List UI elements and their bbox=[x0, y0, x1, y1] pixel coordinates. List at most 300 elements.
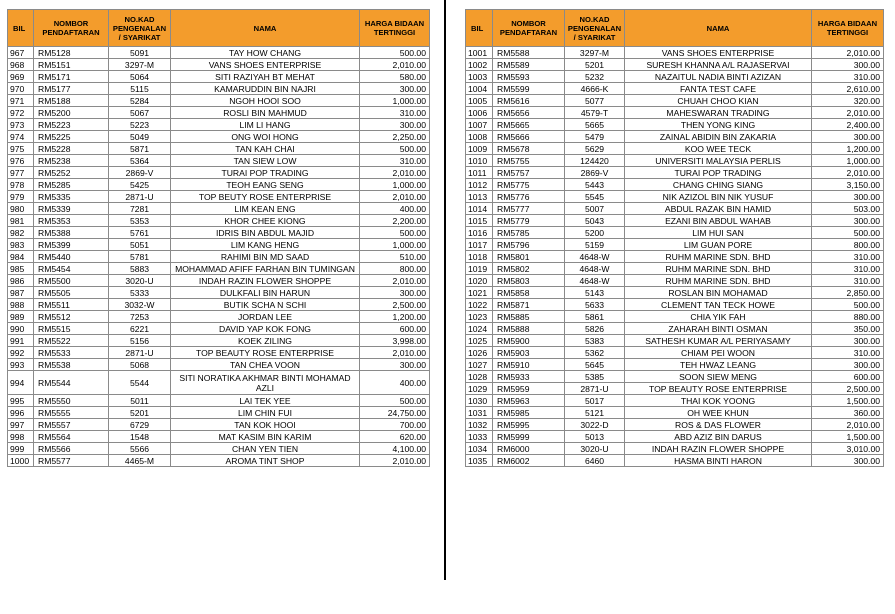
cell-bil: 1033 bbox=[466, 431, 493, 443]
cell-registration: RM5616 bbox=[493, 95, 565, 107]
cell-price: 310.00 bbox=[812, 251, 884, 263]
cell-bil: 1026 bbox=[466, 347, 493, 359]
cell-name: MAT KASIM BIN KARIM bbox=[171, 431, 360, 443]
cell-price: 500.00 bbox=[812, 299, 884, 311]
table-row bbox=[466, 203, 884, 215]
cell-registration: RM5665 bbox=[493, 119, 565, 131]
cell-bil: 1023 bbox=[466, 311, 493, 323]
cell-ic-number: 6729 bbox=[109, 419, 171, 431]
cell-registration: RM5666 bbox=[493, 131, 565, 143]
cell-registration: RM5678 bbox=[493, 143, 565, 155]
cell-name: BUTIK SCHA N SCHI bbox=[171, 299, 360, 311]
cell-registration: RM5225 bbox=[34, 131, 109, 143]
cell-registration: RM5228 bbox=[34, 143, 109, 155]
cell-ic-number: 5115 bbox=[109, 83, 171, 95]
cell-price: 2,400.00 bbox=[812, 119, 884, 131]
cell-ic-number: 5091 bbox=[109, 47, 171, 59]
cell-ic-number: 3297-M bbox=[109, 59, 171, 71]
cell-name: SATHESH KUMAR A/L PERIYASAMY bbox=[625, 335, 812, 347]
cell-ic-number: 5064 bbox=[109, 71, 171, 83]
table-row bbox=[466, 119, 884, 131]
cell-bil: 1006 bbox=[466, 107, 493, 119]
table-row bbox=[466, 251, 884, 263]
auction-table-right bbox=[465, 9, 884, 467]
table-row bbox=[8, 119, 430, 131]
cell-name: UNIVERSITI MALAYSIA PERLIS bbox=[625, 155, 812, 167]
table-row bbox=[466, 143, 884, 155]
cell-registration: RM5353 bbox=[34, 215, 109, 227]
table-row bbox=[8, 239, 430, 251]
cell-ic-number: 5443 bbox=[565, 179, 625, 191]
cell-bil: 995 bbox=[8, 395, 34, 407]
cell-bil: 992 bbox=[8, 347, 34, 359]
cell-bil: 1018 bbox=[466, 251, 493, 263]
table-row bbox=[8, 287, 430, 299]
cell-registration: RM5933 bbox=[493, 371, 565, 383]
cell-bil: 1025 bbox=[466, 335, 493, 347]
cell-price: 1,500.00 bbox=[812, 431, 884, 443]
cell-ic-number: 5362 bbox=[565, 347, 625, 359]
cell-name: LIM CHIN FUI bbox=[171, 407, 360, 419]
cell-ic-number: 5077 bbox=[565, 95, 625, 107]
cell-ic-number: 7281 bbox=[109, 203, 171, 215]
cell-registration: RM5566 bbox=[34, 443, 109, 455]
table-row bbox=[466, 359, 884, 371]
cell-ic-number: 5223 bbox=[109, 119, 171, 131]
cell-name: LIM KANG HENG bbox=[171, 239, 360, 251]
cell-price: 310.00 bbox=[812, 263, 884, 275]
cell-price: 310.00 bbox=[812, 275, 884, 287]
table-row bbox=[8, 179, 430, 191]
cell-registration: RM5440 bbox=[34, 251, 109, 263]
cell-bil: 1007 bbox=[466, 119, 493, 131]
cell-price: 300.00 bbox=[812, 455, 884, 467]
cell-name: IDRIS BIN ABDUL MAJID bbox=[171, 227, 360, 239]
cell-price: 1,000.00 bbox=[812, 155, 884, 167]
cell-bil: 1021 bbox=[466, 287, 493, 299]
cell-bil: 967 bbox=[8, 47, 34, 59]
cell-bil: 1004 bbox=[466, 83, 493, 95]
table-row bbox=[8, 215, 430, 227]
cell-price: 500.00 bbox=[812, 227, 884, 239]
cell-ic-number: 5545 bbox=[565, 191, 625, 203]
cell-bil: 1000 bbox=[8, 455, 34, 467]
cell-price: 2,010.00 bbox=[812, 167, 884, 179]
table-row bbox=[8, 395, 430, 407]
cell-ic-number: 5665 bbox=[565, 119, 625, 131]
cell-name: TEOH EANG SENG bbox=[171, 179, 360, 191]
cell-ic-number: 124420 bbox=[565, 155, 625, 167]
cell-registration: RM5858 bbox=[493, 287, 565, 299]
cell-registration: RM5985 bbox=[493, 407, 565, 419]
header-reg: NOMBOR PENDAFTARAN bbox=[493, 10, 565, 47]
cell-ic-number: 4648-W bbox=[565, 263, 625, 275]
table-body-right bbox=[466, 47, 884, 467]
table-row bbox=[466, 167, 884, 179]
cell-registration: RM5512 bbox=[34, 311, 109, 323]
cell-bil: 968 bbox=[8, 59, 34, 71]
cell-price: 310.00 bbox=[360, 155, 430, 167]
cell-bil: 984 bbox=[8, 251, 34, 263]
cell-ic-number: 4579-T bbox=[565, 107, 625, 119]
cell-price: 580.00 bbox=[360, 71, 430, 83]
cell-registration: RM5538 bbox=[34, 359, 109, 371]
cell-price: 300.00 bbox=[360, 119, 430, 131]
table-row bbox=[8, 107, 430, 119]
cell-name: MAHESWARAN TRADING bbox=[625, 107, 812, 119]
table-row bbox=[8, 419, 430, 431]
cell-bil: 1010 bbox=[466, 155, 493, 167]
cell-price: 500.00 bbox=[360, 47, 430, 59]
cell-registration: RM5779 bbox=[493, 215, 565, 227]
header-reg: NOMBOR PENDAFTARAN bbox=[34, 10, 109, 47]
cell-price: 300.00 bbox=[360, 287, 430, 299]
cell-price: 2,250.00 bbox=[360, 131, 430, 143]
table-row bbox=[8, 191, 430, 203]
cell-price: 2,200.00 bbox=[360, 215, 430, 227]
cell-price: 1,000.00 bbox=[360, 179, 430, 191]
cell-price: 500.00 bbox=[360, 227, 430, 239]
cell-ic-number: 5781 bbox=[109, 251, 171, 263]
cell-registration: RM5544 bbox=[34, 371, 109, 395]
cell-registration: RM5796 bbox=[493, 239, 565, 251]
table-row bbox=[466, 311, 884, 323]
cell-name: INDAH RAZIN FLOWER SHOPPE bbox=[171, 275, 360, 287]
cell-registration: RM5555 bbox=[34, 407, 109, 419]
cell-registration: RM5802 bbox=[493, 263, 565, 275]
cell-bil: 1034 bbox=[466, 443, 493, 455]
cell-bil: 969 bbox=[8, 71, 34, 83]
cell-name: VANS SHOES ENTERPRISE bbox=[171, 59, 360, 71]
cell-bil: 997 bbox=[8, 419, 34, 431]
cell-bil: 1031 bbox=[466, 407, 493, 419]
cell-name: TOP BEAUTY ROSE ENTERPRISE bbox=[171, 347, 360, 359]
cell-name: TAN CHEA VOON bbox=[171, 359, 360, 371]
cell-bil: 978 bbox=[8, 179, 34, 191]
cell-registration: RM5963 bbox=[493, 395, 565, 407]
header-bil: BIL bbox=[466, 10, 493, 47]
cell-ic-number: 5633 bbox=[565, 299, 625, 311]
table-row bbox=[8, 59, 430, 71]
cell-registration: RM5959 bbox=[493, 383, 565, 395]
cell-ic-number: 5200 bbox=[565, 227, 625, 239]
cell-ic-number: 4648-W bbox=[565, 275, 625, 287]
cell-name: NIK AZIZOL BIN NIK YUSUF bbox=[625, 191, 812, 203]
cell-ic-number: 5067 bbox=[109, 107, 171, 119]
cell-name: TOP BEAUTY ROSE ENTERPRISE bbox=[625, 383, 812, 395]
table-row bbox=[466, 107, 884, 119]
cell-ic-number: 5353 bbox=[109, 215, 171, 227]
cell-bil: 1020 bbox=[466, 275, 493, 287]
cell-ic-number: 3297-M bbox=[565, 47, 625, 59]
cell-ic-number: 5629 bbox=[565, 143, 625, 155]
cell-ic-number: 5232 bbox=[565, 71, 625, 83]
cell-bil: 989 bbox=[8, 311, 34, 323]
cell-ic-number: 2869-V bbox=[565, 167, 625, 179]
cell-name: TAY HOW CHANG bbox=[171, 47, 360, 59]
cell-ic-number: 3020-U bbox=[565, 443, 625, 455]
cell-price: 350.00 bbox=[812, 323, 884, 335]
cell-registration: RM5515 bbox=[34, 323, 109, 335]
cell-price: 1,000.00 bbox=[360, 239, 430, 251]
header-name: NAMA bbox=[625, 10, 812, 47]
table-row bbox=[8, 95, 430, 107]
cell-name: TOP BEUTY ROSE ENTERPRISE bbox=[171, 191, 360, 203]
cell-ic-number: 4648-W bbox=[565, 251, 625, 263]
cell-price: 2,010.00 bbox=[360, 275, 430, 287]
cell-name: TURAI POP TRADING bbox=[171, 167, 360, 179]
cell-ic-number: 5284 bbox=[109, 95, 171, 107]
cell-price: 510.00 bbox=[360, 251, 430, 263]
cell-registration: RM5388 bbox=[34, 227, 109, 239]
cell-name: RAHIMI BIN MD SAAD bbox=[171, 251, 360, 263]
header-name: NAMA bbox=[171, 10, 360, 47]
table-row bbox=[8, 407, 430, 419]
table-row bbox=[466, 83, 884, 95]
table-row bbox=[466, 239, 884, 251]
cell-registration: RM5885 bbox=[493, 311, 565, 323]
cell-bil: 977 bbox=[8, 167, 34, 179]
cell-registration: RM5589 bbox=[493, 59, 565, 71]
table-row bbox=[466, 131, 884, 143]
cell-bil: 991 bbox=[8, 335, 34, 347]
table-row bbox=[466, 47, 884, 59]
cell-price: 1,500.00 bbox=[812, 395, 884, 407]
cell-registration: RM5871 bbox=[493, 299, 565, 311]
cell-name: NGOH HOOI SOO bbox=[171, 95, 360, 107]
cell-name: LAI TEK YEE bbox=[171, 395, 360, 407]
cell-ic-number: 5566 bbox=[109, 443, 171, 455]
cell-registration: RM5755 bbox=[493, 155, 565, 167]
cell-registration: RM5593 bbox=[493, 71, 565, 83]
cell-registration: RM5995 bbox=[493, 419, 565, 431]
cell-price: 320.00 bbox=[812, 95, 884, 107]
table-row bbox=[8, 311, 430, 323]
cell-bil: 1002 bbox=[466, 59, 493, 71]
cell-bil: 990 bbox=[8, 323, 34, 335]
cell-name: CHIA YIK FAH bbox=[625, 311, 812, 323]
cell-bil: 976 bbox=[8, 155, 34, 167]
cell-name: SITI NORATIKA AKHMAR BINTI MOHAMAD AZLI bbox=[171, 371, 360, 395]
table-row bbox=[466, 347, 884, 359]
cell-price: 880.00 bbox=[812, 311, 884, 323]
cell-bil: 973 bbox=[8, 119, 34, 131]
cell-price: 2,010.00 bbox=[360, 59, 430, 71]
cell-registration: RM5339 bbox=[34, 203, 109, 215]
header-price: HARGA BIDAAN TERTINGGI bbox=[812, 10, 884, 47]
cell-ic-number: 3020-U bbox=[109, 275, 171, 287]
cell-bil: 998 bbox=[8, 431, 34, 443]
cell-bil: 1022 bbox=[466, 299, 493, 311]
table-row bbox=[466, 155, 884, 167]
cell-registration: RM6002 bbox=[493, 455, 565, 467]
cell-registration: RM5252 bbox=[34, 167, 109, 179]
cell-price: 300.00 bbox=[812, 131, 884, 143]
cell-bil: 993 bbox=[8, 359, 34, 371]
cell-ic-number: 5049 bbox=[109, 131, 171, 143]
cell-bil: 1032 bbox=[466, 419, 493, 431]
cell-ic-number: 5201 bbox=[109, 407, 171, 419]
cell-name: LIM GUAN PORE bbox=[625, 239, 812, 251]
table-row bbox=[466, 455, 884, 467]
cell-bil: 1005 bbox=[466, 95, 493, 107]
cell-ic-number: 5385 bbox=[565, 371, 625, 383]
cell-price: 1,000.00 bbox=[360, 95, 430, 107]
cell-registration: RM6000 bbox=[493, 443, 565, 455]
cell-ic-number: 5333 bbox=[109, 287, 171, 299]
cell-bil: 980 bbox=[8, 203, 34, 215]
table-row bbox=[8, 203, 430, 215]
cell-ic-number: 5017 bbox=[565, 395, 625, 407]
cell-name: FANTA TEST CAFE bbox=[625, 83, 812, 95]
cell-price: 400.00 bbox=[360, 371, 430, 395]
cell-ic-number: 6221 bbox=[109, 323, 171, 335]
cell-price: 2,010.00 bbox=[360, 455, 430, 467]
cell-ic-number: 5043 bbox=[565, 215, 625, 227]
cell-price: 310.00 bbox=[812, 347, 884, 359]
cell-registration: RM5505 bbox=[34, 287, 109, 299]
cell-ic-number: 5826 bbox=[565, 323, 625, 335]
table-row bbox=[8, 167, 430, 179]
cell-ic-number: 1548 bbox=[109, 431, 171, 443]
table-row bbox=[8, 71, 430, 83]
cell-price: 503.00 bbox=[812, 203, 884, 215]
cell-registration: RM5223 bbox=[34, 119, 109, 131]
cell-price: 2,010.00 bbox=[812, 107, 884, 119]
table-row bbox=[466, 371, 884, 383]
cell-bil: 996 bbox=[8, 407, 34, 419]
cell-registration: RM5775 bbox=[493, 179, 565, 191]
cell-ic-number: 5425 bbox=[109, 179, 171, 191]
table-row bbox=[466, 227, 884, 239]
cell-registration: RM5128 bbox=[34, 47, 109, 59]
header-price: HARGA BIDAAN TERTINGGI bbox=[360, 10, 430, 47]
cell-ic-number: 2871-U bbox=[109, 347, 171, 359]
cell-ic-number: 5156 bbox=[109, 335, 171, 347]
cell-price: 2,010.00 bbox=[812, 47, 884, 59]
cell-ic-number: 5013 bbox=[565, 431, 625, 443]
cell-bil: 970 bbox=[8, 83, 34, 95]
cell-price: 500.00 bbox=[360, 143, 430, 155]
cell-bil: 988 bbox=[8, 299, 34, 311]
table-row bbox=[8, 47, 430, 59]
cell-bil: 994 bbox=[8, 371, 34, 395]
cell-price: 800.00 bbox=[360, 263, 430, 275]
table-row bbox=[8, 83, 430, 95]
cell-bil: 1008 bbox=[466, 131, 493, 143]
cell-registration: RM5557 bbox=[34, 419, 109, 431]
cell-ic-number: 5201 bbox=[565, 59, 625, 71]
table-row bbox=[8, 155, 430, 167]
cell-name: ROSLI BIN MAHMUD bbox=[171, 107, 360, 119]
cell-ic-number: 2871-U bbox=[565, 383, 625, 395]
cell-bil: 983 bbox=[8, 239, 34, 251]
table-row bbox=[466, 443, 884, 455]
table-row bbox=[8, 251, 430, 263]
table-row bbox=[466, 383, 884, 395]
table-row bbox=[466, 263, 884, 275]
cell-name: TURAI POP TRADING bbox=[625, 167, 812, 179]
cell-bil: 986 bbox=[8, 275, 34, 287]
cell-name: VANS SHOES ENTERPRISE bbox=[625, 47, 812, 59]
cell-registration: RM5399 bbox=[34, 239, 109, 251]
cell-registration: RM5564 bbox=[34, 431, 109, 443]
cell-registration: RM5801 bbox=[493, 251, 565, 263]
table-row bbox=[8, 335, 430, 347]
cell-ic-number: 5068 bbox=[109, 359, 171, 371]
cell-bil: 1013 bbox=[466, 191, 493, 203]
cell-ic-number: 5011 bbox=[109, 395, 171, 407]
cell-registration: RM5177 bbox=[34, 83, 109, 95]
cell-registration: RM5522 bbox=[34, 335, 109, 347]
cell-name: TAN KAH CHAI bbox=[171, 143, 360, 155]
cell-price: 24,750.00 bbox=[360, 407, 430, 419]
cell-price: 700.00 bbox=[360, 419, 430, 431]
cell-ic-number: 2871-U bbox=[109, 191, 171, 203]
cell-bil: 979 bbox=[8, 191, 34, 203]
cell-bil: 1019 bbox=[466, 263, 493, 275]
cell-registration: RM5777 bbox=[493, 203, 565, 215]
cell-registration: RM5776 bbox=[493, 191, 565, 203]
cell-name: ROSLAN BIN MOHAMAD bbox=[625, 287, 812, 299]
cell-price: 300.00 bbox=[812, 335, 884, 347]
cell-name: LIM KEAN ENG bbox=[171, 203, 360, 215]
cell-name: KAMARUDDIN BIN NAJRI bbox=[171, 83, 360, 95]
cell-registration: RM5454 bbox=[34, 263, 109, 275]
cell-ic-number: 5364 bbox=[109, 155, 171, 167]
cell-registration: RM5757 bbox=[493, 167, 565, 179]
table-row bbox=[466, 287, 884, 299]
cell-bil: 1017 bbox=[466, 239, 493, 251]
cell-name: CHANG CHING SIANG bbox=[625, 179, 812, 191]
table-row bbox=[466, 419, 884, 431]
cell-name: TAN SIEW LOW bbox=[171, 155, 360, 167]
cell-price: 300.00 bbox=[812, 359, 884, 371]
cell-name: KOO WEE TECK bbox=[625, 143, 812, 155]
cell-name: JORDAN LEE bbox=[171, 311, 360, 323]
cell-name: ONG WOI HONG bbox=[171, 131, 360, 143]
cell-price: 400.00 bbox=[360, 203, 430, 215]
table-row bbox=[466, 323, 884, 335]
cell-price: 2,500.00 bbox=[812, 383, 884, 395]
cell-price: 310.00 bbox=[812, 71, 884, 83]
cell-name: KOEK ZILING bbox=[171, 335, 360, 347]
cell-registration: RM5656 bbox=[493, 107, 565, 119]
cell-price: 2,850.00 bbox=[812, 287, 884, 299]
header-row bbox=[8, 10, 430, 47]
cell-ic-number: 5051 bbox=[109, 239, 171, 251]
cell-bil: 974 bbox=[8, 131, 34, 143]
cell-registration: RM5238 bbox=[34, 155, 109, 167]
cell-price: 800.00 bbox=[812, 239, 884, 251]
cell-name: OH WEE KHUN bbox=[625, 407, 812, 419]
cell-bil: 1028 bbox=[466, 371, 493, 383]
cell-bil: 1011 bbox=[466, 167, 493, 179]
cell-ic-number: 5883 bbox=[109, 263, 171, 275]
cell-ic-number: 4465-M bbox=[109, 455, 171, 467]
cell-price: 2,610.00 bbox=[812, 83, 884, 95]
cell-ic-number: 2869-V bbox=[109, 167, 171, 179]
cell-price: 600.00 bbox=[360, 323, 430, 335]
table-row bbox=[466, 59, 884, 71]
cell-ic-number: 7253 bbox=[109, 311, 171, 323]
cell-name: KHOR CHEE KIONG bbox=[171, 215, 360, 227]
cell-price: 1,200.00 bbox=[360, 311, 430, 323]
header-bil: BIL bbox=[8, 10, 34, 47]
table-row bbox=[8, 359, 430, 371]
cell-bil: 975 bbox=[8, 143, 34, 155]
table-row bbox=[466, 407, 884, 419]
